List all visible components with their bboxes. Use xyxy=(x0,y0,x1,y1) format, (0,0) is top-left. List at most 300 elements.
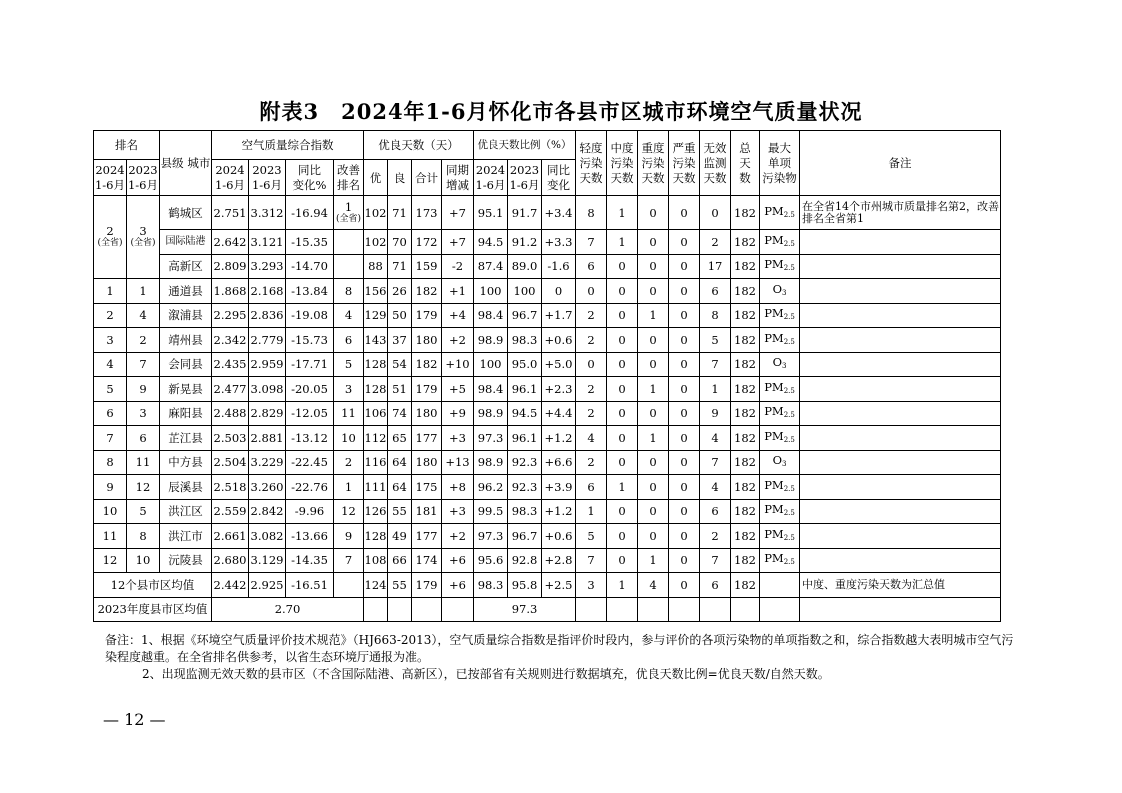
header-invalid-days: 无效 监测 天数 xyxy=(700,131,731,196)
pollutant-symbol: PM xyxy=(764,526,784,541)
table-row xyxy=(94,303,1001,328)
aqi-2023: 3.260 xyxy=(249,475,286,500)
air-quality-table xyxy=(93,130,1001,622)
rank-2024: 6 xyxy=(94,401,127,426)
severe-days: 0 xyxy=(669,499,700,524)
aqi-2024: 2.642 xyxy=(212,230,249,255)
aqi-2024: 2.809 xyxy=(212,254,249,279)
header-good: 良 xyxy=(388,160,412,196)
invalid-days: 2 xyxy=(700,230,731,255)
aqi-change: -15.73 xyxy=(286,328,334,353)
ratio-change: +2.3 xyxy=(542,377,576,402)
aqi-2023: 3.098 xyxy=(249,377,286,402)
year2023-empty-gd xyxy=(388,597,412,622)
pollutant-symbol: PM xyxy=(764,404,784,419)
year2023-empty-inv xyxy=(700,597,731,622)
ratio-2023: 92.8 xyxy=(508,548,542,573)
invalid-days: 9 xyxy=(700,401,731,426)
remarks xyxy=(800,524,1001,549)
severe-days: 0 xyxy=(669,196,700,230)
aqi-2023: 2.881 xyxy=(249,426,286,451)
total-days: 182 xyxy=(731,352,760,377)
moderate-days: 0 xyxy=(607,548,638,573)
page-title: 附表3 2024年1-6月怀化市各县市区城市环境空气质量状况 xyxy=(259,99,863,124)
header-ratio-change: 同比 变化 xyxy=(542,160,576,196)
severe-days: 0 xyxy=(669,401,700,426)
max-pollutant xyxy=(760,401,800,426)
header-rank-2023: 2023 1-6月 xyxy=(127,160,160,196)
avg-excellent: 124 xyxy=(364,573,388,598)
excellent-days: 126 xyxy=(364,499,388,524)
severe-days: 0 xyxy=(669,279,700,304)
light-days: 2 xyxy=(576,450,607,475)
severe-days: 0 xyxy=(669,450,700,475)
avg-light: 3 xyxy=(576,573,607,598)
rank-2023: 10 xyxy=(127,548,160,573)
total-good-days: 173 xyxy=(412,196,442,230)
aqi-change: -13.66 xyxy=(286,524,334,549)
yoy-change: +3 xyxy=(442,426,474,451)
moderate-days: 0 xyxy=(607,352,638,377)
ratio-change: +5.0 xyxy=(542,352,576,377)
rank-2024: 8 xyxy=(94,450,127,475)
light-days: 6 xyxy=(576,254,607,279)
yoy-change: +13 xyxy=(442,450,474,475)
rank-2024: 12 xyxy=(94,548,127,573)
light-days: 2 xyxy=(576,303,607,328)
moderate-days: 1 xyxy=(607,230,638,255)
severe-days: 0 xyxy=(669,475,700,500)
ratio-2023: 91.7 xyxy=(508,196,542,230)
avg-yoy: +6 xyxy=(442,573,474,598)
rank-2023: 6 xyxy=(127,426,160,451)
pollutant-symbol: PM xyxy=(764,203,784,218)
avg-aqi-change: -16.51 xyxy=(286,573,334,598)
table-row xyxy=(94,377,1001,402)
good-days: 26 xyxy=(388,279,412,304)
pollutant-symbol: PM xyxy=(764,551,784,566)
excellent-days: 128 xyxy=(364,524,388,549)
total-good-days: 180 xyxy=(412,328,442,353)
ratio-2023: 96.1 xyxy=(508,426,542,451)
yoy-change: +6 xyxy=(442,548,474,573)
aqi-2024: 2.503 xyxy=(212,426,249,451)
year2023-empty-m xyxy=(607,597,638,622)
pollutant-subscript: 3 xyxy=(782,288,787,297)
ratio-2023: 96.7 xyxy=(508,524,542,549)
invalid-days: 7 xyxy=(700,548,731,573)
pollutant-subscript: 2.5 xyxy=(783,313,795,322)
remarks xyxy=(800,254,1001,279)
avg-heavy: 4 xyxy=(638,573,669,598)
pollutant-symbol: O xyxy=(772,281,782,296)
light-days: 2 xyxy=(576,401,607,426)
avg-aqi-2023: 2.925 xyxy=(249,573,286,598)
table-row xyxy=(94,450,1001,475)
avg-severe: 0 xyxy=(669,573,700,598)
heavy-days: 0 xyxy=(638,196,669,230)
pollutant-subscript: 2.5 xyxy=(783,533,795,542)
ratio-2023: 96.7 xyxy=(508,303,542,328)
ratio-2024: 95.6 xyxy=(474,548,508,573)
moderate-days: 0 xyxy=(607,426,638,451)
good-days: 64 xyxy=(388,475,412,500)
ratio-2023: 91.2 xyxy=(508,230,542,255)
year2023-ratio: 97.3 xyxy=(474,597,576,622)
table-row xyxy=(94,499,1001,524)
table-row xyxy=(94,196,1001,230)
yoy-change: +8 xyxy=(442,475,474,500)
avg-aqi-2024: 2.442 xyxy=(212,573,249,598)
heavy-days: 1 xyxy=(638,303,669,328)
rank-2023: 2 xyxy=(127,328,160,353)
total-good-days: 172 xyxy=(412,230,442,255)
header-total-days: 总 天 数 xyxy=(731,131,760,196)
aqi-2024: 2.504 xyxy=(212,450,249,475)
header-moderate-pollution: 中度 污染 天数 xyxy=(607,131,638,196)
yoy-change: +7 xyxy=(442,196,474,230)
ratio-2024: 98.9 xyxy=(474,450,508,475)
light-days: 2 xyxy=(576,377,607,402)
total-good-days: 179 xyxy=(412,377,442,402)
aqi-2023: 3.229 xyxy=(249,450,286,475)
remarks xyxy=(800,548,1001,573)
rank-2024: 7 xyxy=(94,426,127,451)
total-days: 182 xyxy=(731,426,760,451)
total-good-days: 181 xyxy=(412,499,442,524)
heavy-days: 0 xyxy=(638,475,669,500)
ratio-change: +1.2 xyxy=(542,426,576,451)
moderate-days: 1 xyxy=(607,196,638,230)
aqi-2024: 2.661 xyxy=(212,524,249,549)
ratio-2024: 98.4 xyxy=(474,303,508,328)
rank-2023: 7 xyxy=(127,352,160,377)
yoy-change: +2 xyxy=(442,524,474,549)
city-name: 溆浦县 xyxy=(160,303,212,328)
aqi-2024: 2.751 xyxy=(212,196,249,230)
pollutant-subscript: 2.5 xyxy=(783,386,795,395)
heavy-days: 1 xyxy=(638,426,669,451)
yoy-change: -2 xyxy=(442,254,474,279)
improve-rank: 4 xyxy=(334,303,364,328)
total-good-days: 180 xyxy=(412,401,442,426)
moderate-days: 0 xyxy=(607,524,638,549)
good-days: 66 xyxy=(388,548,412,573)
moderate-days: 0 xyxy=(607,499,638,524)
header-city: 县级 城市 xyxy=(160,131,212,196)
avg-label: 12个县市区均值 xyxy=(94,573,212,598)
good-days: 55 xyxy=(388,499,412,524)
group-rank-2024 xyxy=(94,196,127,279)
header-good-days-group: 优良天数（天） xyxy=(364,131,474,160)
header-heavy-pollution: 重度 污染 天数 xyxy=(638,131,669,196)
year2023-empty-l xyxy=(576,597,607,622)
rank-2023: 5 xyxy=(127,499,160,524)
total-days: 182 xyxy=(731,230,760,255)
severe-days: 0 xyxy=(669,548,700,573)
pollutant-subscript: 2.5 xyxy=(783,337,795,346)
pollutant-symbol: PM xyxy=(764,306,784,321)
ratio-2023: 96.1 xyxy=(508,377,542,402)
city-name: 新晃县 xyxy=(160,377,212,402)
invalid-days: 0 xyxy=(700,196,731,230)
improve-rank: 9 xyxy=(334,524,364,549)
invalid-days: 8 xyxy=(700,303,731,328)
ratio-change: 0 xyxy=(542,279,576,304)
improve-rank-value: 1 xyxy=(344,199,353,214)
ratio-2024: 100 xyxy=(474,352,508,377)
yoy-change: +3 xyxy=(442,499,474,524)
severe-days: 0 xyxy=(669,377,700,402)
ratio-change: -1.6 xyxy=(542,254,576,279)
pollutant-symbol: PM xyxy=(764,379,784,394)
avg-total: 179 xyxy=(412,573,442,598)
ratio-2023: 95.0 xyxy=(508,352,542,377)
invalid-days: 7 xyxy=(700,352,731,377)
improve-rank xyxy=(334,230,364,255)
heavy-days: 1 xyxy=(638,548,669,573)
total-days: 182 xyxy=(731,328,760,353)
severe-days: 0 xyxy=(669,303,700,328)
pollutant-symbol: PM xyxy=(764,477,784,492)
aqi-2023: 3.293 xyxy=(249,254,286,279)
remarks xyxy=(800,230,1001,255)
severe-days: 0 xyxy=(669,230,700,255)
header-aqi-change: 同比 变化% xyxy=(286,160,334,196)
max-pollutant xyxy=(760,254,800,279)
ratio-2024: 95.1 xyxy=(474,196,508,230)
total-good-days: 182 xyxy=(412,352,442,377)
total-good-days: 177 xyxy=(412,426,442,451)
improve-rank: 7 xyxy=(334,548,364,573)
aqi-2024: 2.295 xyxy=(212,303,249,328)
aqi-2024: 2.477 xyxy=(212,377,249,402)
aqi-2023: 2.842 xyxy=(249,499,286,524)
city-name: 高新区 xyxy=(160,254,212,279)
aqi-2023: 3.129 xyxy=(249,548,286,573)
aqi-2023: 2.836 xyxy=(249,303,286,328)
moderate-days: 0 xyxy=(607,450,638,475)
heavy-days: 0 xyxy=(638,328,669,353)
remarks xyxy=(800,303,1001,328)
heavy-days: 0 xyxy=(638,401,669,426)
severe-days: 0 xyxy=(669,426,700,451)
improve-rank: 11 xyxy=(334,401,364,426)
excellent-days: 143 xyxy=(364,328,388,353)
severe-days: 0 xyxy=(669,328,700,353)
avg-ratio-change: +2.5 xyxy=(542,573,576,598)
invalid-days: 4 xyxy=(700,475,731,500)
footnote-1: 备注：1、根据《环境空气质量评价技术规范》（HJ663-2013），空气质量综合指数是指评价时段内，参与评价的各项污染物的单项指数之和，综合指数越大表明城市空气污染程度越重。在全省排名供参考，以省生态环境厅通报为准。 xyxy=(105,633,1014,664)
aqi-2023: 3.121 xyxy=(249,230,286,255)
city-name: 洪江市 xyxy=(160,524,212,549)
moderate-days: 0 xyxy=(607,254,638,279)
light-days: 0 xyxy=(576,279,607,304)
excellent-days: 102 xyxy=(364,230,388,255)
header-ratio-2023: 2023 1-6月 xyxy=(508,160,542,196)
remarks xyxy=(800,426,1001,451)
improve-rank: 10 xyxy=(334,426,364,451)
improve-rank: 5 xyxy=(334,352,364,377)
avg-remarks: 中度、重度污染天数为汇总值 xyxy=(800,573,1001,598)
city-name: 国际陆港 xyxy=(160,230,212,255)
severe-days: 0 xyxy=(669,524,700,549)
ratio-change: +1.7 xyxy=(542,303,576,328)
ratio-change: +3.3 xyxy=(542,230,576,255)
heavy-days: 0 xyxy=(638,279,669,304)
light-days: 1 xyxy=(576,499,607,524)
excellent-days: 112 xyxy=(364,426,388,451)
aqi-2023: 2.168 xyxy=(249,279,286,304)
heavy-days: 1 xyxy=(638,377,669,402)
rank-2023: 11 xyxy=(127,450,160,475)
yoy-change: +5 xyxy=(442,377,474,402)
invalid-days: 17 xyxy=(700,254,731,279)
total-days: 182 xyxy=(731,524,760,549)
aqi-2024: 2.559 xyxy=(212,499,249,524)
city-name: 洪江区 xyxy=(160,499,212,524)
aqi-change: -9.96 xyxy=(286,499,334,524)
header-light-pollution: 轻度 污染 天数 xyxy=(576,131,607,196)
improve-rank xyxy=(334,196,364,230)
heavy-days: 0 xyxy=(638,524,669,549)
aqi-change: -15.35 xyxy=(286,230,334,255)
heavy-days: 0 xyxy=(638,230,669,255)
city-name: 中方县 xyxy=(160,450,212,475)
total-good-days: 180 xyxy=(412,450,442,475)
max-pollutant xyxy=(760,352,800,377)
total-days: 182 xyxy=(731,303,760,328)
max-pollutant xyxy=(760,196,800,230)
pollutant-subscript: 3 xyxy=(782,460,787,469)
table-row xyxy=(94,352,1001,377)
ratio-change: +2.8 xyxy=(542,548,576,573)
group-rank-2024-value: 2 xyxy=(106,224,114,238)
ratio-change: +0.6 xyxy=(542,328,576,353)
improve-rank: 6 xyxy=(334,328,364,353)
ratio-2023: 92.3 xyxy=(508,450,542,475)
total-days: 182 xyxy=(731,548,760,573)
improve-rank-note: (全省) xyxy=(335,213,362,224)
max-pollutant xyxy=(760,499,800,524)
invalid-days: 4 xyxy=(700,426,731,451)
table-row xyxy=(94,524,1001,549)
page-number: — 12 — xyxy=(103,710,166,729)
pollutant-symbol: PM xyxy=(764,232,784,247)
aqi-2023: 2.959 xyxy=(249,352,286,377)
aqi-change: -22.76 xyxy=(286,475,334,500)
rank-2023: 12 xyxy=(127,475,160,500)
total-good-days: 174 xyxy=(412,548,442,573)
rank-2023: 1 xyxy=(127,279,160,304)
year2023-empty-ex xyxy=(364,597,388,622)
pollutant-subscript: 3 xyxy=(782,362,787,371)
max-pollutant xyxy=(760,279,800,304)
max-pollutant xyxy=(760,524,800,549)
yoy-change: +2 xyxy=(442,328,474,353)
aqi-change: -12.05 xyxy=(286,401,334,426)
ratio-2023: 92.3 xyxy=(508,475,542,500)
total-good-days: 179 xyxy=(412,303,442,328)
pollutant-subscript: 2.5 xyxy=(783,264,795,273)
rank-2024: 11 xyxy=(94,524,127,549)
moderate-days: 0 xyxy=(607,401,638,426)
group-rank-2023-note: (全省) xyxy=(130,238,156,248)
severe-days: 0 xyxy=(669,352,700,377)
moderate-days: 0 xyxy=(607,279,638,304)
group-rank-2024-note: (全省) xyxy=(97,238,123,248)
ratio-2024: 97.3 xyxy=(474,426,508,451)
header-excellent: 优 xyxy=(364,160,388,196)
avg-moderate: 1 xyxy=(607,573,638,598)
moderate-days: 0 xyxy=(607,328,638,353)
total-good-days: 182 xyxy=(412,279,442,304)
good-days: 49 xyxy=(388,524,412,549)
aqi-change: -14.70 xyxy=(286,254,334,279)
excellent-days: 128 xyxy=(364,377,388,402)
max-pollutant xyxy=(760,548,800,573)
good-days: 51 xyxy=(388,377,412,402)
rank-2023: 4 xyxy=(127,303,160,328)
ratio-2024: 87.4 xyxy=(474,254,508,279)
table-row xyxy=(94,548,1001,573)
pollutant-subscript: 2.5 xyxy=(783,411,795,420)
invalid-days: 6 xyxy=(700,499,731,524)
heavy-days: 0 xyxy=(638,254,669,279)
ratio-2024: 98.9 xyxy=(474,401,508,426)
ratio-change: +4.4 xyxy=(542,401,576,426)
table-row xyxy=(94,475,1001,500)
excellent-days: 106 xyxy=(364,401,388,426)
improve-rank: 12 xyxy=(334,499,364,524)
rank-2024: 9 xyxy=(94,475,127,500)
aqi-change: -13.84 xyxy=(286,279,334,304)
rank-2024: 5 xyxy=(94,377,127,402)
rank-2024: 3 xyxy=(94,328,127,353)
invalid-days: 7 xyxy=(700,450,731,475)
city-name: 辰溪县 xyxy=(160,475,212,500)
footnote-2: 2、出现监测无效天数的县市区（不含国际陆港、高新区），已按部省有关规则进行数据填充，优良天数比例=优良天数/自然天数。 xyxy=(142,667,830,681)
aqi-change: -17.71 xyxy=(286,352,334,377)
total-days: 182 xyxy=(731,377,760,402)
pollutant-symbol: PM xyxy=(764,330,784,345)
light-days: 7 xyxy=(576,548,607,573)
year2023-empty-yoy xyxy=(442,597,474,622)
ratio-2024: 96.2 xyxy=(474,475,508,500)
year2023-empty-h xyxy=(638,597,669,622)
total-good-days: 177 xyxy=(412,524,442,549)
light-days: 7 xyxy=(576,230,607,255)
rank-2023: 8 xyxy=(127,524,160,549)
light-days: 6 xyxy=(576,475,607,500)
aqi-change: -14.35 xyxy=(286,548,334,573)
year2023-empty-pol xyxy=(760,597,800,622)
max-pollutant xyxy=(760,328,800,353)
city-name: 芷江县 xyxy=(160,426,212,451)
aqi-change: -16.94 xyxy=(286,196,334,230)
header-max-pollutant: 最大 单项 污染物 xyxy=(760,131,800,196)
aqi-2024: 2.518 xyxy=(212,475,249,500)
city-name: 沅陵县 xyxy=(160,548,212,573)
max-pollutant xyxy=(760,426,800,451)
aqi-2023: 2.829 xyxy=(249,401,286,426)
good-days: 37 xyxy=(388,328,412,353)
total-days: 182 xyxy=(731,499,760,524)
improve-rank: 2 xyxy=(334,450,364,475)
excellent-days: 129 xyxy=(364,303,388,328)
remarks xyxy=(800,401,1001,426)
year2023-empty-rem xyxy=(800,597,1001,622)
